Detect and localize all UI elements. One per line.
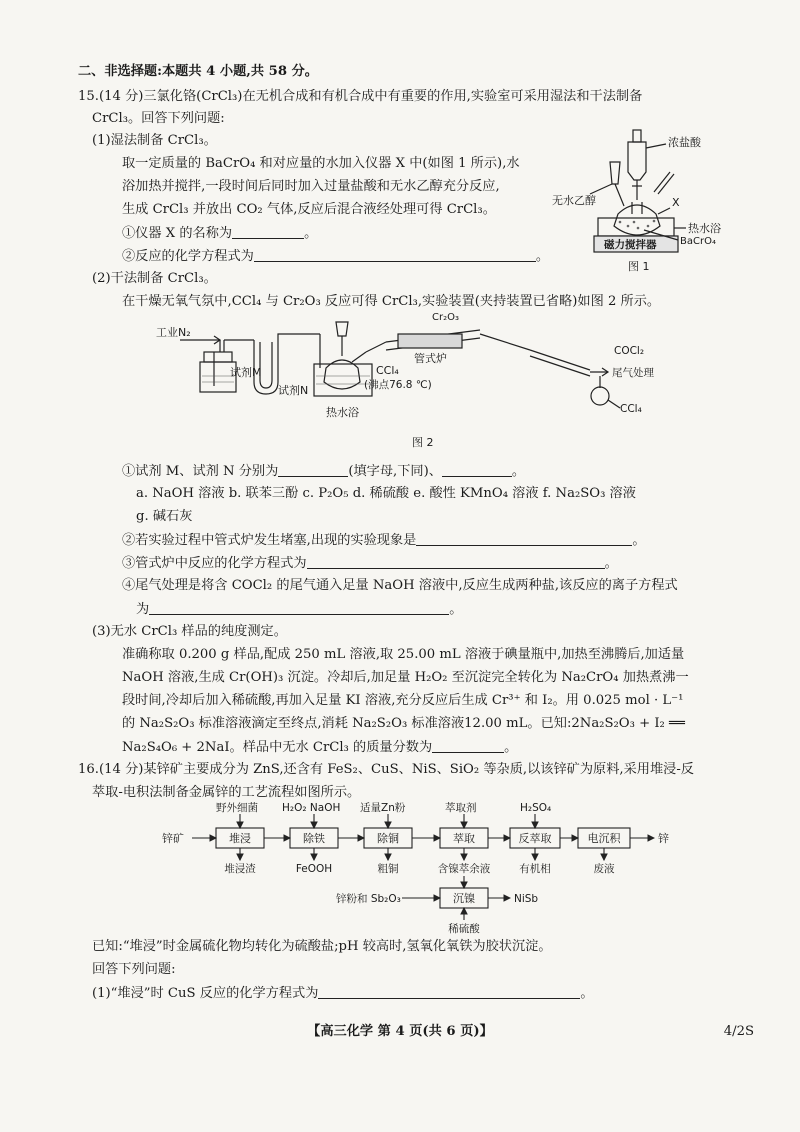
flow-step-extract: 萃取	[453, 832, 475, 845]
fig1-caption: 图 1	[628, 260, 650, 273]
process-flowchart	[160, 800, 680, 935]
fig2-label-bath: 热水浴	[326, 406, 359, 419]
q15-part1-line1: 取一定质量的 BaCrO₄ 和对应量的水加入仪器 X 中(如图 1 所示),水	[122, 156, 520, 171]
flow-step-remove-iron: 除铁	[303, 832, 325, 845]
figure-1-apparatus	[548, 122, 728, 282]
flow-zinc: 锌	[658, 832, 669, 845]
q15-part1-line2: 浴加热并搅拌,一段时间后同时加入过量盐酸和无水乙醇充分反应,	[122, 179, 500, 194]
answer-blank[interactable]	[149, 600, 449, 615]
q15-part3-line2: NaOH 溶液,生成 Cr(OH)₃ 沉淀。冷却后,加足量 H₂O₂ 至沉淀完全转化为 Na₂CrO₄ 加热煮沸一	[122, 670, 689, 685]
answer-blank[interactable]	[442, 462, 512, 477]
q15-part2-q3-text: ③管式炉中反应的化学方程式为	[122, 556, 307, 571]
fig2-label-cocl2: COCl₂	[614, 345, 645, 357]
flow-output-residue: 堆浸渣	[224, 863, 256, 875]
q15-options-line2: g. 碱石灰	[136, 509, 193, 524]
q15-part2-q2: ②若实验过程中管式炉发生堵塞,出现的实验现象是 。	[122, 533, 646, 548]
flow-step-nickel: 沉镍	[453, 892, 475, 905]
q15-part2-q4b: 为 。	[136, 602, 463, 617]
answer-blank[interactable]	[278, 462, 348, 477]
q16-intro-2: 萃取-电积法制备金属锌的工艺流程如图所示。	[92, 785, 361, 800]
flow-reagent-5: H₂SO₄	[520, 802, 552, 814]
q16-ask: 回答下列问题:	[92, 962, 176, 977]
fig1-label-x: X	[672, 196, 680, 209]
flow-output-organic: 有机相	[519, 863, 551, 875]
q15-part3-line4: 的 Na₂S₂O₃ 标准溶液滴定至终点,消耗 Na₂S₂O₃ 标准溶液12.00 mL。已知:2Na₂S₂O₃ + I₂ ══	[122, 716, 685, 731]
fig2-label-m: 试剂M	[230, 366, 262, 379]
fig2-caption: 图 2	[412, 436, 434, 449]
q15-part2-q1-text: ①试剂 M、试剂 N 分别为	[122, 464, 279, 479]
section-title: 二、非选择题:本题共 4 小题,共 58 分。	[78, 64, 318, 79]
flow-output-feooh: FeOOH	[295, 863, 333, 875]
q15-part2-q2-text: ②若实验过程中管式炉发生堵塞,出现的实验现象是	[122, 533, 417, 548]
flow-ni-reagent: 锌粉和 Sb₂O₃	[336, 893, 401, 905]
flow-ni-product: NiSb	[514, 893, 539, 905]
flow-ore: 锌矿	[162, 832, 184, 845]
q15-part2-q3: ③管式炉中反应的化学方程式为 。	[122, 556, 618, 571]
q15-part2-q1: ①试剂 M、试剂 N 分别为 (填字母,下同)、 。	[122, 464, 526, 479]
q15-part2-q4b-text: 为	[136, 602, 150, 617]
q15-part1-line3: 生成 CrCl₃ 并放出 CO₂ 气体,反应后混合液经处理可得 CrCl₃。	[122, 202, 496, 217]
flow-reagent-4: 萃取剂	[445, 802, 477, 814]
fig1-label-bath: 热水浴	[688, 222, 721, 235]
q15-part2-head: (2)干法制备 CrCl₃。	[92, 271, 217, 286]
q15-part2-q1-text-b: (填字母,下同)、	[348, 464, 442, 479]
flow-reagent-3: 适量Zn粉	[360, 802, 406, 814]
q15-part2-line1: 在干燥无氧气氛中,CCl₄ 与 Cr₂O₃ 反应可得 CrCl₃,实验装置(夹持装置已省略)如图 2 所示。	[122, 294, 661, 309]
q16-known: 已知:“堆浸”时金属硫化物均转化为硫酸盐;pH 较高时,氢氧化氧铁为胶状沉淀。	[92, 939, 552, 954]
fig2-label-bp: (沸点76.8 ℃)	[364, 379, 432, 391]
page-footer: 【高三化学 第 4 页(共 6 页)】	[307, 1024, 493, 1039]
fig2-label-cr2o3: Cr₂O₃	[432, 312, 459, 323]
answer-blank[interactable]	[254, 247, 536, 262]
q15-part3-line5-text: Na₂S₄O₆ + 2NaI。样品中无水 CrCl₃ 的质量分数为	[122, 740, 433, 755]
q15-part1-q2-text: ②反应的化学方程式为	[122, 249, 254, 264]
flow-step-leach: 堆浸	[229, 832, 251, 845]
q15-part3-line1: 准确称取 0.200 g 样品,配成 250 mL 溶液,取 25.00 mL 溶液于碘量瓶中,加热至沸腾后,加适量	[122, 647, 685, 662]
fig1-label-ethanol: 无水乙醇	[552, 194, 596, 207]
fig1-label-stirrer: 磁力搅拌器	[604, 239, 657, 251]
flow-step-electrowin: 电沉积	[587, 832, 621, 845]
q15-part1-q1: ①仪器 X 的名称为 。	[122, 226, 318, 241]
answer-blank[interactable]	[307, 554, 605, 569]
answer-blank[interactable]	[432, 738, 504, 753]
q15-part2-q4: ④尾气处理是将含 COCl₂ 的尾气通入足量 NaOH 溶液中,反应生成两种盐,该反应的离子方程式	[122, 578, 678, 593]
answer-blank[interactable]	[416, 531, 632, 546]
q15-part1-head: (1)湿法制备 CrCl₃。	[92, 133, 217, 148]
page-code: 4/2S	[723, 1024, 754, 1039]
q15-part3-line5: Na₂S₄O₆ + 2NaI。样品中无水 CrCl₃ 的质量分数为 。	[122, 740, 518, 755]
q15-intro-1: 15.(14 分)三氯化铬(CrCl₃)在无机合成和有机合成中有重要的作用,实验室可采用湿法和干法制备	[78, 89, 643, 104]
q15-part1-q2: ②反应的化学方程式为 。	[122, 249, 550, 264]
fig2-label-n2: 工业N₂	[156, 326, 191, 339]
q15-options-line1: a. NaOH 溶液 b. 联苯三酚 c. P₂O₅ d. 稀硫酸 e. 酸性 KMnO₄ 溶液 f. Na₂SO₃ 溶液	[136, 486, 636, 501]
answer-blank[interactable]	[232, 224, 304, 239]
q15-part1-q1-text: ①仪器 X 的名称为	[122, 226, 233, 241]
answer-blank[interactable]	[318, 984, 580, 999]
q16-part1: (1)“堆浸”时 CuS 反应的化学方程式为 。	[92, 986, 594, 1001]
flow-output-crude-copper: 粗铜	[377, 863, 399, 875]
q15-intro-2: CrCl₃。回答下列问题:	[92, 111, 225, 126]
q15-part3-line3: 段时间,冷却后加入稀硫酸,再加入足量 KI 溶液,充分反应后生成 Cr³⁺ 和 I₂。用 0.025 mol · L⁻¹	[122, 693, 684, 708]
flow-output-raffinate: 含镍萃余液	[437, 863, 491, 875]
fig2-label-n: 试剂N	[278, 384, 309, 397]
flow-step-remove-copper: 除铜	[377, 832, 399, 845]
fig2-label-furnace: 管式炉	[414, 352, 447, 365]
fig2-label-ccl4: CCl₄	[376, 364, 399, 377]
fig1-label-bacro4: BaCrO₄	[680, 236, 716, 247]
flow-reagent-2: H₂O₂ NaOH	[282, 802, 341, 814]
figure-2-apparatus	[150, 312, 670, 452]
flow-output-waste: 废液	[593, 863, 615, 875]
fig1-label-hcl: 浓盐酸	[668, 136, 701, 149]
q15-part3-head: (3)无水 CrCl₃ 样品的纯度测定。	[92, 624, 287, 639]
flow-step-back-extract: 反萃取	[518, 832, 552, 845]
flow-reagent-1: 野外细菌	[216, 802, 258, 814]
fig2-label-tail: 尾气处理	[612, 367, 654, 379]
flow-ni-acid: 稀硫酸	[448, 923, 480, 935]
q16-intro-1: 16.(14 分)某锌矿主要成分为 ZnS,还含有 FeS₂、CuS、NiS、SiO₂ 等杂质,以该锌矿为原料,采用堆浸-反	[78, 762, 694, 777]
q16-part1-text: (1)“堆浸”时 CuS 反应的化学方程式为	[92, 986, 319, 1001]
fig2-label-ccl4-out: CCl₄	[620, 403, 642, 415]
